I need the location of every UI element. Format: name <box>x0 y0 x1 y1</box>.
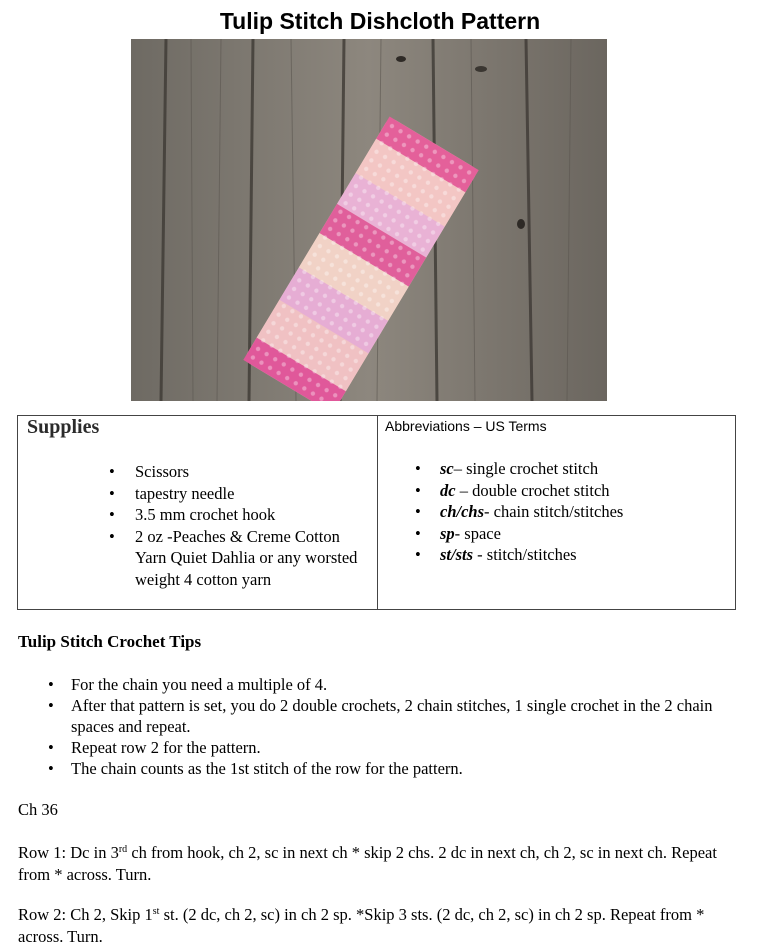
page-title: Tulip Stitch Dishcloth Pattern <box>219 8 541 34</box>
supplies-item: • 3.5 mm crochet hook <box>109 505 276 524</box>
tip-item: • After that pattern is set, you do 2 double crochets, 2 chain stitches, 1 single crochet in the 2 chain spaces and repeat. <box>48 696 713 736</box>
abbreviation-item: • ch/chs- chain stitch/stitches <box>415 502 624 521</box>
abbreviation-item: • sc– single crochet stitch <box>415 459 599 478</box>
supplies-item: • tapestry needle <box>109 483 235 503</box>
supplies-heading: Supplies <box>27 416 100 438</box>
column-divider <box>377 416 378 609</box>
abbreviation-item: • dc – double crochet stitch <box>415 480 610 500</box>
abbreviation-item: • sp- space <box>415 523 501 543</box>
tips-heading: Tulip Stitch Crochet Tips <box>18 632 202 651</box>
abbreviations-list <box>411 458 731 566</box>
chain-instruction: Ch 36 <box>18 800 58 819</box>
tip-item: • For the chain you need a multiple of 4. <box>48 675 328 694</box>
supplies-abbreviations-table <box>17 415 736 610</box>
dishcloth-photo <box>131 39 607 401</box>
row-1-instruction: Row 1: Dc in 3rd ch from hook, ch 2, sc in next ch * skip 2 chs. 2 dc in next ch, ch 2, sc in next ch. Repeat from * across. Turn. <box>18 843 717 884</box>
supplies-item: • Scissors <box>109 462 190 481</box>
tips-list <box>44 674 734 779</box>
row-2-instruction: Row 2: Ch 2, Skip 1st st. (2 dc, ch 2, sc) in ch 2 sp. *Skip 3 sts. (2 dc, ch 2, sc) in ch 2 sp. Repeat from * across. Turn. <box>18 905 705 946</box>
abbreviation-item: • st/sts - stitch/stitches <box>415 545 577 564</box>
supplies-list <box>105 461 365 590</box>
supplies-item: • 2 oz -Peaches & Creme Cotton Yarn Quiet Dahlia or any worsted weight 4 cotton yarn <box>109 526 358 589</box>
tip-item: • Repeat row 2 for the pattern. <box>48 738 261 757</box>
abbreviations-heading: Abbreviations – US Terms <box>385 418 547 434</box>
tip-item: • The chain counts as the 1st stitch of the row for the pattern. <box>48 759 463 778</box>
